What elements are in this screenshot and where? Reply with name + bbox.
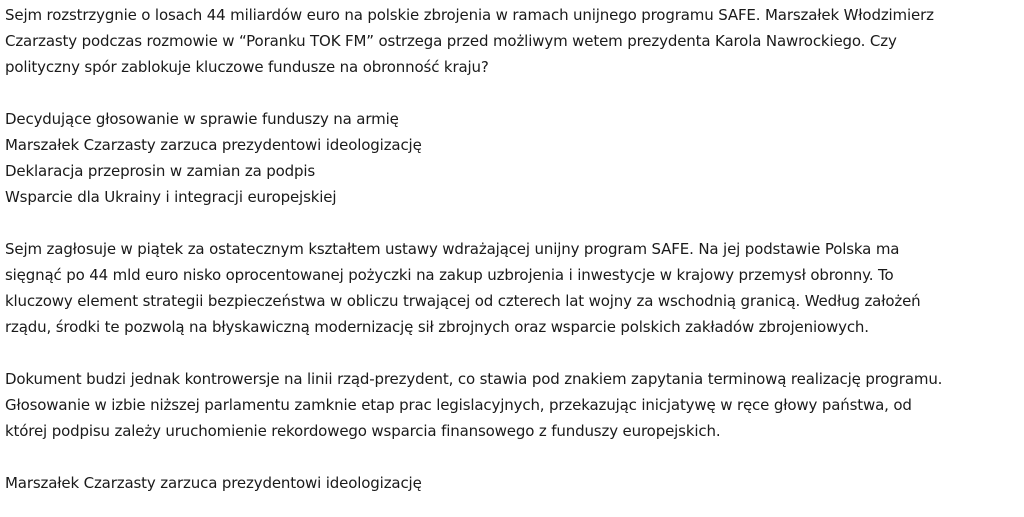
paragraph-spacer xyxy=(5,210,1020,236)
paragraph-spacer xyxy=(5,444,1020,470)
paragraph-spacer xyxy=(5,340,1020,366)
lead-paragraph xyxy=(5,2,1020,80)
text-line: Czarzasty podczas rozmowie w “Poranku TOK FM” ostrzega przed możliwym wetem prezydenta Karola Nawrockiego. Czy xyxy=(5,32,897,50)
text-line: której podpisu zależy uruchomienie rekordowego wsparcia finansowego z funduszy europejskich. xyxy=(5,422,721,440)
text-line: Sejm rozstrzygnie o losach 44 miliardów euro na polskie zbrojenia w ramach unijnego programu SAFE. Marszałek Włodzimierz xyxy=(5,6,934,24)
text-line: Sejm zagłosuje w piątek za ostatecznym kształtem ustawy wdrażającej unijny program SAFE. Na jej podstawie Polska ma xyxy=(5,240,900,258)
text-line: Głosowanie w izbie niższej parlamentu zamknie etap prac legislacyjnych, przekazując inicjatywę w ręce głowy państwa, od xyxy=(5,396,912,414)
text-line: polityczny spór zablokuje kluczowe fundusze na obronność kraju? xyxy=(5,58,489,76)
section-subheading: Marszałek Czarzasty zarzuca prezydentowi ideologizację xyxy=(5,474,422,492)
toc-item: Wsparcie dla Ukrainy i integracji europejskiej xyxy=(5,188,337,206)
body-paragraph xyxy=(5,236,1020,340)
body-paragraph xyxy=(5,366,1020,444)
text-line: kluczowy element strategii bezpieczeństwa w obliczu trwającej od czterech lat wojny za wschodnią granicą. Według założeń xyxy=(5,292,921,310)
text-line: sięgnąć po 44 mld euro nisko oprocentowanej pożyczki na zakup uzbrojenia i inwestycje w krajowy przemysł obronny. To xyxy=(5,266,894,284)
toc-item: Deklaracja przeprosin w zamian za podpis xyxy=(5,162,316,180)
toc-item: Marszałek Czarzasty zarzuca prezydentowi ideologizację xyxy=(5,136,422,154)
toc-item: Decydujące głosowanie w sprawie funduszy na armię xyxy=(5,110,399,128)
table-of-contents xyxy=(5,106,1020,210)
text-line: Dokument budzi jednak kontrowersje na linii rząd-prezydent, co stawia pod znakiem zapytania terminową realizację programu. xyxy=(5,370,943,388)
paragraph-spacer xyxy=(5,80,1020,106)
text-line: rządu, środki te pozwolą na błyskawiczną modernizację sił zbrojnych oraz wsparcie polskich zakładów zbrojeniowych. xyxy=(5,318,869,336)
